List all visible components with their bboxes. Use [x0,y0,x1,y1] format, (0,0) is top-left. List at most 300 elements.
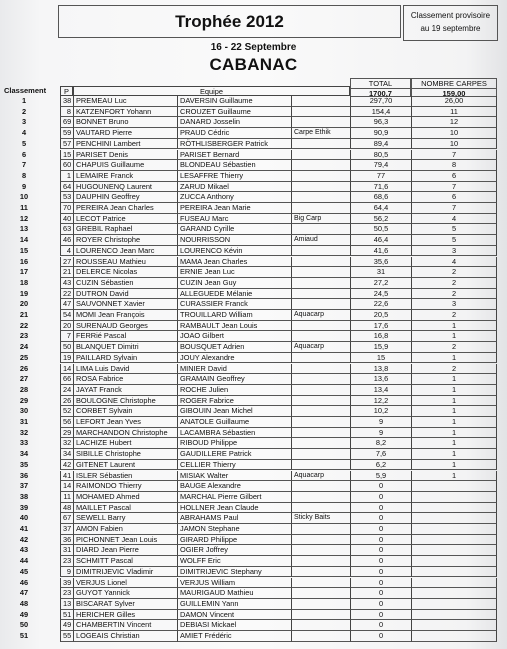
carpes-cell: 2 [411,289,497,300]
pos-cell: 70 [60,203,73,214]
total-cell: 41,6 [350,246,411,257]
table-row [0,299,507,310]
team-cell [291,460,350,471]
carpes-cell [411,620,497,631]
angler1-cell: HUGOUNENQ Laurent [73,182,177,193]
total-cell: 0 [350,513,411,524]
angler2-cell: PEREIRA Jean Marie [177,203,291,214]
team-cell [291,588,350,599]
rank-cell: 21 [19,310,29,319]
pos-cell: 4 [60,246,73,257]
total-header [350,78,411,97]
carpes-cell: 1 [411,353,497,364]
angler1-cell: DAUPHIN Geoffrey [73,192,177,203]
angler1-cell: PAILLARD Sylvain [73,353,177,364]
team-cell [291,599,350,610]
page-title: Trophée 2012 [175,12,284,31]
angler2-cell: ZARUD Mikael [177,182,291,193]
carpes-header [411,78,497,97]
classement-date: au 19 septembre [420,24,481,33]
angler1-cell: LECOT Patrice [73,214,177,225]
rank-cell: 7 [21,160,27,170]
team-cell [291,417,350,428]
rank-cell: 46 [19,577,29,587]
pos-cell: 22 [60,289,73,300]
carpes-cell: 4 [411,257,497,268]
angler2-cell: LESAFFRE Thierry [177,171,291,182]
table-row [0,203,507,214]
pos-cell: 63 [60,224,73,235]
total-label: TOTAL [368,79,393,88]
angler1-cell: DIARD Jean Pierre [73,545,177,556]
angler2-cell: GAUDILLERE Patrick [177,449,291,460]
table-row [0,524,507,535]
carpes-sum: 159,00 [412,88,496,98]
pos-cell: 27 [60,257,73,268]
total-cell: 0 [350,535,411,546]
table-row [0,492,507,503]
angler2-cell: MAURIGAUD Mathieu [177,588,291,599]
total-cell: 56,2 [350,214,411,225]
angler2-cell: ANATOLE Guillaume [177,417,291,428]
total-cell: 89,4 [350,139,411,150]
pos-cell: 34 [60,449,73,460]
angler2-cell: DEBIASI Mickael [177,620,291,631]
angler1-cell: SCHMITT Pascal [73,556,177,567]
angler1-cell: KATZENFORT Yohann [73,107,177,118]
title-box [58,5,401,38]
total-cell: 9 [350,428,411,439]
total-cell: 35,6 [350,257,411,268]
angler1-cell: HERICHER Gilles [73,610,177,621]
total-cell: 20,5 [350,310,411,321]
angler1-cell: SIBILLE Christophe [73,449,177,460]
table-row [0,535,507,546]
angler1-cell: SEWELL Barry [73,513,177,524]
pos-cell: 32 [60,438,73,449]
carpes-cell: 12 [411,117,497,128]
angler2-cell: CROUZET Guillaume [177,107,291,118]
table-row [0,214,507,225]
pos-cell: 24 [60,385,73,396]
angler1-cell: LOGEAIS Christian [73,631,177,642]
angler1-cell: ROUSSEAU Mathieu [73,257,177,268]
carpes-cell: 2 [411,310,497,321]
total-cell: 13,8 [350,364,411,375]
angler1-cell: JAYAT Franck [73,385,177,396]
total-cell: 8,2 [350,438,411,449]
rank-cell: 1 [21,96,27,105]
team-cell [291,567,350,578]
team-cell [291,289,350,300]
angler1-cell: FERRié Pascal [73,331,177,342]
team-cell [291,620,350,631]
total-cell: 0 [350,620,411,631]
total-cell: 0 [350,599,411,610]
total-cell: 0 [350,588,411,599]
pos-cell: 47 [60,299,73,310]
team-cell [291,578,350,589]
rank-cell: 23 [19,331,29,341]
team-cell [291,331,350,342]
carpes-cell: 11 [411,107,497,118]
angler2-cell: PRAUD Cédric [177,128,291,139]
rank-cell: 33 [19,438,29,448]
team-cell: Big Carp [291,214,350,225]
angler2-cell: LOURENCO Kévin [177,246,291,257]
rank-cell: 2 [21,106,27,116]
rank-cell: 42 [19,534,29,544]
total-cell: 68,6 [350,192,411,203]
table-row [0,224,507,235]
rank-cell: 20 [19,299,29,309]
total-cell: 0 [350,524,411,535]
carpes-cell [411,567,497,578]
angler2-cell: MAMA Jean Charles [177,257,291,268]
pos-cell: 43 [60,278,73,289]
total-cell: 22,6 [350,299,411,310]
carpes-cell [411,535,497,546]
carpes-cell: 6 [411,192,497,203]
rank-cell: 11 [20,203,28,212]
team-cell [291,267,350,278]
team-cell [291,353,350,364]
total-cell: 0 [350,481,411,492]
angler1-cell: BISCARAT Sylver [73,599,177,610]
rank-cell: 30 [19,406,29,416]
angler1-cell: DIMITRIJEVIC Vladimir [73,567,177,578]
angler2-cell: NOURRISSON [177,235,291,246]
angler1-cell: ROSA Fabrice [73,374,177,385]
rank-cell: 3 [21,117,27,127]
rank-cell: 32 [19,427,29,437]
pos-cell: 36 [60,535,73,546]
pos-cell: 29 [60,428,73,439]
team-cell [291,524,350,535]
angler2-cell: RIBOUD Philippe [177,438,291,449]
angler2-cell: MARCHAL Pierre Gilbert [177,492,291,503]
carpes-cell: 5 [411,235,497,246]
rank-cell: 18 [19,277,29,287]
carpes-cell: 4 [411,214,497,225]
carpes-cell [411,588,497,599]
total-cell: 9 [350,417,411,428]
total-cell: 71,6 [350,182,411,193]
carpes-cell: 1 [411,417,497,428]
carpes-cell: 5 [411,224,497,235]
angler1-cell: BLANQUET Dimitri [73,342,177,353]
angler1-cell: RAIMONDO Thierry [73,481,177,492]
carpes-cell: 2 [411,278,497,289]
event-location: CABANAC [209,55,298,74]
angler1-cell: VAUTARD Pierre [73,128,177,139]
team-cell [291,192,350,203]
carpes-cell [411,492,497,503]
carpes-cell: 1 [411,331,497,342]
angler1-cell: GREBIL Raphael [73,224,177,235]
angler1-cell: MAILLET Pascal [73,503,177,514]
carpes-cell: 10 [411,128,497,139]
angler1-cell: LEFORT Jean Yves [73,417,177,428]
pos-cell: 52 [60,406,73,417]
angler1-cell: LACHIZE Hubert [73,438,177,449]
table-row [0,107,507,118]
carpes-cell: 1 [411,438,497,449]
carpes-cell: 2 [411,364,497,375]
angler2-cell: BAUGE Alexandre [177,481,291,492]
table-row [0,428,507,439]
table-row [0,449,507,460]
table-row [0,353,507,364]
pos-cell: 56 [60,417,73,428]
team-cell: Carpe Ethik [291,128,350,139]
pos-cell: 14 [60,364,73,375]
carpes-cell: 3 [411,299,497,310]
carpes-cell: 8 [411,160,497,171]
table-row [0,460,507,471]
pos-cell: 26 [60,396,73,407]
carpes-cell: 10 [411,139,497,150]
angler1-cell: PARISET Denis [73,150,177,161]
angler1-cell: PENCHINI Lambert [73,139,177,150]
carpes-cell [411,513,497,524]
carpes-cell: 2 [411,342,497,353]
angler1-cell: ISLER Sébastien [73,471,177,482]
total-cell: 0 [350,503,411,514]
angler2-cell: PARISET Bernard [177,150,291,161]
pos-cell: 54 [60,310,73,321]
carpes-cell [411,481,497,492]
angler1-cell: DELERCE Nicolas [73,267,177,278]
angler2-cell: ABRAHAMS Paul [177,513,291,524]
table-row [0,556,507,567]
total-cell: 13,4 [350,385,411,396]
angler2-cell: JOUY Alexandre [177,353,291,364]
table-row [0,267,507,278]
rank-cell: 17 [19,267,29,277]
team-cell [291,556,350,567]
table-row [0,171,507,182]
angler2-cell: TROUILLARD William [177,310,291,321]
pos-cell: 20 [60,321,73,332]
angler2-cell: ALLEGUEDE Mélanie [177,289,291,300]
table-row [0,417,507,428]
team-cell [291,631,350,642]
rank-cell: 35 [19,459,29,469]
team-cell [291,107,350,118]
table-row [0,160,507,171]
total-cell: 0 [350,610,411,621]
pos-cell: 66 [60,374,73,385]
angler2-cell: CUZIN Jean Guy [177,278,291,289]
angler2-cell: FUSEAU Marc [177,214,291,225]
angler2-cell: DANARD Josselin [177,117,291,128]
carpes-cell [411,503,497,514]
table-row [0,246,507,257]
table-row [0,610,507,621]
angler1-cell: MOHAMED Ahmed [73,492,177,503]
pos-cell: 8 [60,107,73,118]
angler2-cell: ZUCCA Anthony [177,192,291,203]
pos-cell: 14 [60,481,73,492]
table-row [0,631,507,642]
table-row [0,406,507,417]
team-cell: Sticky Baits [291,513,350,524]
team-cell: Aquacarp [291,471,350,482]
total-cell: 7,6 [350,449,411,460]
angler2-cell: MISIAK Walter [177,471,291,482]
angler2-cell: DIMITRIJEVIC Stephany [177,567,291,578]
pos-cell: 60 [60,160,73,171]
rank-cell: 31 [19,417,29,426]
pos-cell: 23 [60,556,73,567]
total-cell: 96,3 [350,117,411,128]
pos-cell: 7 [60,331,73,342]
angler1-cell: VERJUS Lionel [73,578,177,589]
table-row [0,513,507,524]
rank-cell: 10 [19,192,29,202]
pos-cell: 69 [60,117,73,128]
pos-cell: 15 [60,150,73,161]
angler1-cell: CUZIN Sébastien [73,278,177,289]
carpes-cell [411,610,497,621]
team-cell [291,257,350,268]
angler2-cell: CURASSIER Franck [177,299,291,310]
pos-cell: 55 [60,631,73,642]
team-cell [291,171,350,182]
total-cell: 77 [350,171,411,182]
team-cell: Aquacarp [291,310,350,321]
table-row [0,192,507,203]
rank-cell: 39 [19,502,29,512]
total-cell: 5,9 [350,471,411,482]
angler2-cell: LACAMBRA Sébastien [177,428,291,439]
rank-cell: 47 [19,588,29,598]
carpes-cell [411,556,497,567]
table-row [0,331,507,342]
angler2-cell: AMIET Frédéric [177,631,291,642]
team-header: Equipe [73,86,350,96]
pos-cell: 53 [60,192,73,203]
team-cell [291,321,350,332]
team-cell [291,449,350,460]
event-dates: 16 - 22 Septembre [210,42,297,53]
team-cell [291,117,350,128]
total-cell: 64,4 [350,203,411,214]
pos-cell: 23 [60,588,73,599]
pos-cell: 50 [60,342,73,353]
rank-cell: 44 [19,556,29,566]
carpes-cell: 6 [411,171,497,182]
carpes-cell [411,545,497,556]
team-cell [291,406,350,417]
team-cell [291,396,350,407]
total-cell: 50,5 [350,224,411,235]
carpes-cell: 1 [411,321,497,332]
rank-cell: 36 [19,470,29,480]
total-cell: 12,2 [350,396,411,407]
angler2-cell: RÖTHLISBERGER Patrick [177,139,291,150]
table-row [0,289,507,300]
total-sum: 1700,7 [351,88,410,98]
angler2-cell: BOUSQUET Adrien [177,342,291,353]
rank-cell: 19 [19,288,29,298]
carpes-cell: 1 [411,406,497,417]
angler2-cell: GRAMAIN Geoffrey [177,374,291,385]
pos-cell: 19 [60,353,73,364]
pos-cell: 39 [60,578,73,589]
angler1-cell: CORBET Sylvain [73,406,177,417]
rank-cell: 16 [19,256,29,266]
table-row [0,310,507,321]
table-row [0,567,507,578]
rank-cell: 25 [19,352,29,362]
total-cell: 154,4 [350,107,411,118]
rank-cell: 24 [19,342,29,352]
team-cell [291,481,350,492]
total-cell: 46,4 [350,235,411,246]
total-cell: 16,8 [350,331,411,342]
rank-cell: 28 [19,384,29,394]
angler1-cell: PEREIRA Jean Charles [73,203,177,214]
team-cell [291,182,350,193]
total-cell: 0 [350,556,411,567]
angler1-cell: AMON Fabien [73,524,177,535]
angler1-cell: GITENET Laurent [73,460,177,471]
total-cell: 297,70 [350,96,411,107]
team-cell [291,492,350,503]
pos-cell: 42 [60,460,73,471]
carpes-cell: 2 [411,267,497,278]
rank-cell: 22 [19,320,29,330]
team-cell [291,428,350,439]
total-cell: 0 [350,578,411,589]
pos-cell: 11 [60,492,73,503]
table-row [0,396,507,407]
rank-cell: 13 [19,224,29,234]
carpes-cell: 1 [411,374,497,385]
table-row [0,588,507,599]
total-cell: 0 [350,567,411,578]
team-cell [291,503,350,514]
angler2-cell: GIBOUIN Jean Michel [177,406,291,417]
pos-cell: 67 [60,513,73,524]
angler2-cell: BLONDEAU Sébastien [177,160,291,171]
rank-header: Classement [4,86,47,95]
table-row [0,620,507,631]
angler2-cell: GARAND Cyrille [177,224,291,235]
team-cell [291,610,350,621]
angler2-cell: RAMBAULT Jean Louis [177,321,291,332]
carpes-cell: 26,00 [411,96,497,107]
pos-cell: 31 [60,545,73,556]
angler1-cell: LIMA Luis David [73,364,177,375]
rank-cell: 8 [21,170,27,180]
pos-cell: 9 [60,567,73,578]
rank-cell: 51 [19,631,29,640]
total-cell: 13,6 [350,374,411,385]
pos-cell: 41 [60,471,73,482]
rank-cell: 37 [19,481,29,491]
pos-cell: 59 [60,128,73,139]
pos-cell: 46 [60,235,73,246]
angler2-cell: ROCHE Julien [177,385,291,396]
team-cell [291,545,350,556]
total-cell: 24,5 [350,289,411,300]
table-row [0,182,507,193]
angler2-cell: DAVERSIN Guillaume [177,96,291,107]
carpes-cell: 7 [411,182,497,193]
